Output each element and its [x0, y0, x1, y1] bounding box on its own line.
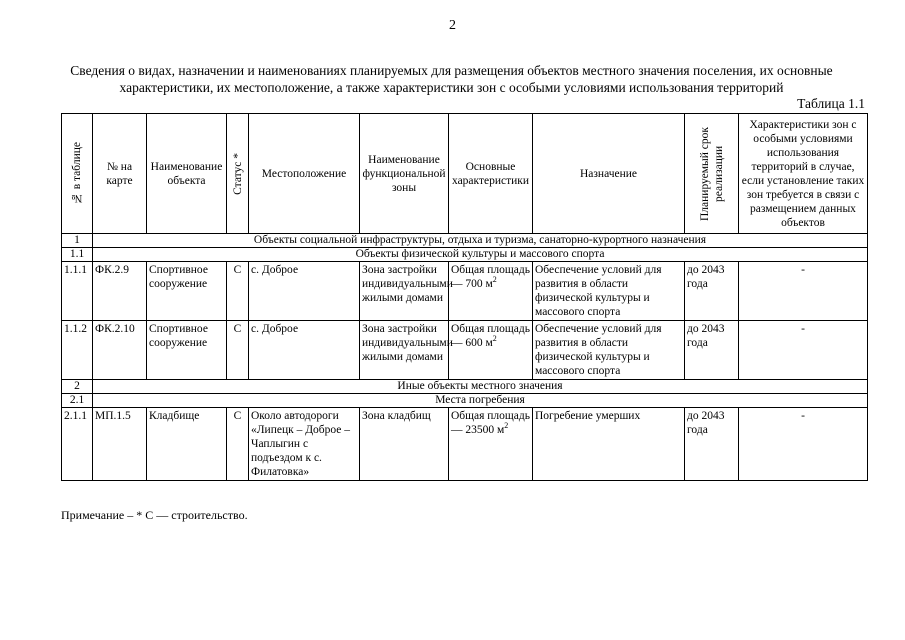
header-row — [62, 114, 868, 234]
section-num: 1 — [62, 234, 93, 248]
cell-map: ФК.2.10 — [93, 321, 147, 380]
cell-term: до 2043 года — [685, 321, 739, 380]
cell-zone: Зона застройки индивидуальными жилыми домами — [360, 262, 449, 321]
col-header-map: № на карте — [93, 114, 147, 234]
table-row — [62, 262, 868, 321]
cell-purpose: Погребение умерших — [533, 408, 685, 481]
col-header-name: Наименование объекта — [147, 114, 227, 234]
objects-table — [61, 113, 868, 481]
section-row — [62, 234, 868, 248]
section-num: 1.1 — [62, 248, 93, 262]
cell-status: С — [227, 262, 249, 321]
col-header-purpose: Назначение — [533, 114, 685, 234]
cell-term: до 2043 года — [685, 408, 739, 481]
section-row — [62, 394, 868, 408]
cell-name: Кладбище — [147, 408, 227, 481]
cell-name: Спортивное сооружение — [147, 321, 227, 380]
document-heading: Сведения о видах, назначении и наименованиях планируемых для размещения объектов местного значения поселения, их основные характеристики, их местоположение, а также характеристики зон с особыми условиями использования территорий — [70, 63, 833, 95]
col-header-location: Местоположение — [249, 114, 360, 234]
cell-num: 1.1.2 — [62, 321, 93, 380]
table-row — [62, 408, 868, 481]
cell-chars: Общая площадь — 23500 $м^2$ — [449, 408, 533, 481]
cell-zone: Зона кладбищ — [360, 408, 449, 481]
col-header-term: Планируемый срок реализации — [685, 114, 739, 234]
cell-status: С — [227, 321, 249, 380]
col-header-status: Статус * — [227, 114, 249, 234]
section-title: Объекты социальной инфраструктуры, отдыха и туризма, санаторно-курортного назначения — [93, 234, 868, 248]
section-title: Места погребения — [93, 394, 868, 408]
cell-purpose: Обеспечение условий для развития в области физической культуры и массового спорта — [533, 321, 685, 380]
cell-status: С — [227, 408, 249, 481]
cell-purpose: Обеспечение условий для развития в области физической культуры и массового спорта — [533, 262, 685, 321]
section-row — [62, 248, 868, 262]
cell-map: ФК.2.9 — [93, 262, 147, 321]
cell-location: с. Доброе — [249, 262, 360, 321]
cell-special: - — [739, 408, 868, 481]
col-header-zone: Наименование функциональной зоны — [360, 114, 449, 234]
section-num: 2 — [62, 380, 93, 394]
section-title: Объекты физической культуры и массового спорта — [93, 248, 868, 262]
section-num: 2.1 — [62, 394, 93, 408]
table-caption: Таблица 1.1 — [797, 96, 865, 111]
footnote: Примечание – * С — строительство. — [61, 508, 248, 522]
col-header-chars: Основные характеристики — [449, 114, 533, 234]
col-header-num: № в таблице — [62, 114, 93, 234]
cell-map: МП.1.5 — [93, 408, 147, 481]
cell-name: Спортивное сооружение — [147, 262, 227, 321]
section-row — [62, 380, 868, 394]
cell-num: 1.1.1 — [62, 262, 93, 321]
cell-term: до 2043 года — [685, 262, 739, 321]
table-row — [62, 321, 868, 380]
cell-chars: Общая площадь — 700 $м^2$ — [449, 262, 533, 321]
cell-zone: Зона застройки индивидуальными жилыми домами — [360, 321, 449, 380]
cell-special: - — [739, 262, 868, 321]
cell-special: - — [739, 321, 868, 380]
cell-location: Около автодороги «Липецк – Доброе – Чаплыгин с подъездом к с. Филатовка» — [249, 408, 360, 481]
cell-chars: Общая площадь — 600 $м^2$ — [449, 321, 533, 380]
cell-location: с. Доброе — [249, 321, 360, 380]
section-title: Иные объекты местного значения — [93, 380, 868, 394]
col-header-special: Характеристики зон с особыми условиями использования территорий в случае, если установление таких зон требуется в связи с размещением данных объектов — [739, 114, 868, 234]
cell-num: 2.1.1 — [62, 408, 93, 481]
page-number: 2 — [449, 18, 456, 33]
